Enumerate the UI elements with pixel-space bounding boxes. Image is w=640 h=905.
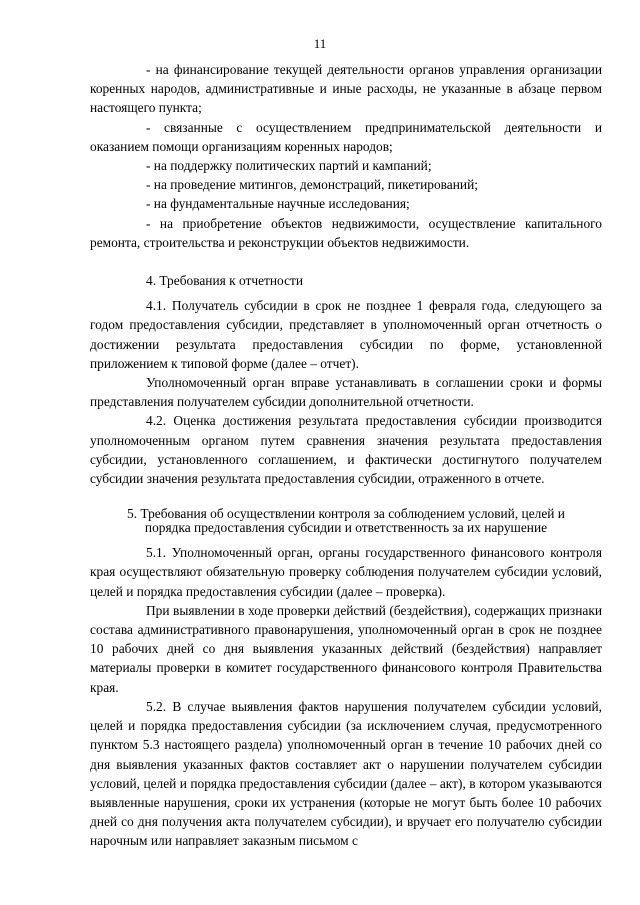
paragraph: При выявлении в ходе проверки действий (бездействия), содержащих признаки состава административного правонарушения, уполномоченный орган в срок не позднее 10 рабочих дней со дня выявления указанных действий (бездействия) направляет материалы проверки в комитет государственного финансового контроля Правительства края. xyxy=(90,602,602,695)
list-item: - на проведение митингов, демонстраций, пикетирований; xyxy=(146,177,478,193)
section-heading: 5. Требования об осуществлении контроля за соблюдением условий, целей и порядка предоставления субсидии и ответственность за их нарушение xyxy=(127,506,565,536)
paragraph: 4.2. Оценка достижения результата предоставления субсидии производится уполномоченным органом путем сравнения значения результата предоставления субсидии, установленного соглашением, и фактически достигнутого получателем субсидии значения результата предоставления субсидии, отраженного в отчете. xyxy=(90,413,602,487)
paragraph: 5.1. Уполномоченный орган, органы государственного финансового контроля края осуществляют обязательную проверку соблюдения получателем субсидии условий, целей и порядка предоставления субсидии (далее – проверка). xyxy=(90,545,602,599)
section-heading: 4. Требования к отчетности xyxy=(146,273,304,289)
document-body xyxy=(90,60,602,851)
paragraph: 5.2. В случае выявления фактов нарушения получателем субсидии условий, целей и порядка предоставления субсидии (за исключением случая, предусмотренного пунктом 5.3 настоящего раздела) уполномоченный орган в течение 10 рабочих дней со дня выявления указанных фактов составляет акт о нарушении получателем субсидии условий, целей и порядка предоставления субсидии (далее – акт), в котором указываются выявленные нарушения, сроки их устранения (которые не могут быть более 10 рабочих дней со дня получения акта получателем субсидии), и вручает его получателю субсидии нарочным или направляет заказным письмом с xyxy=(90,698,602,849)
list-item: - на поддержку политических партий и кампаний; xyxy=(146,158,432,174)
list-item: - на приобретение объектов недвижимости, осуществление капитального ремонта, строительства и реконструкции объектов недвижимости. xyxy=(90,215,602,250)
list-item: - на финансирование текущей деятельности органов управления организации коренных народов, административные и иные расходы, не указанные в абзаце первом настоящего пункта; xyxy=(90,62,602,116)
page-number: 11 xyxy=(313,36,327,51)
paragraph: Уполномоченный орган вправе устанавливать в соглашении сроки и формы представления получателем субсидии дополнительной отчетности. xyxy=(90,375,602,410)
list-item: - на фундаментальные научные исследования; xyxy=(146,196,410,212)
list-item: - связанные с осуществлением предпринимательской деятельности и оказанием помощи организациям коренных народов; xyxy=(90,119,602,154)
paragraph: 4.1. Получатель субсидии в срок не позднее 1 февраля года, следующего за годом предоставления субсидии, представляет в уполномоченный орган отчетность о достижении результата предоставления субсидии по форме, установленной приложением к типовой форме (далее – отчет). xyxy=(90,298,602,371)
